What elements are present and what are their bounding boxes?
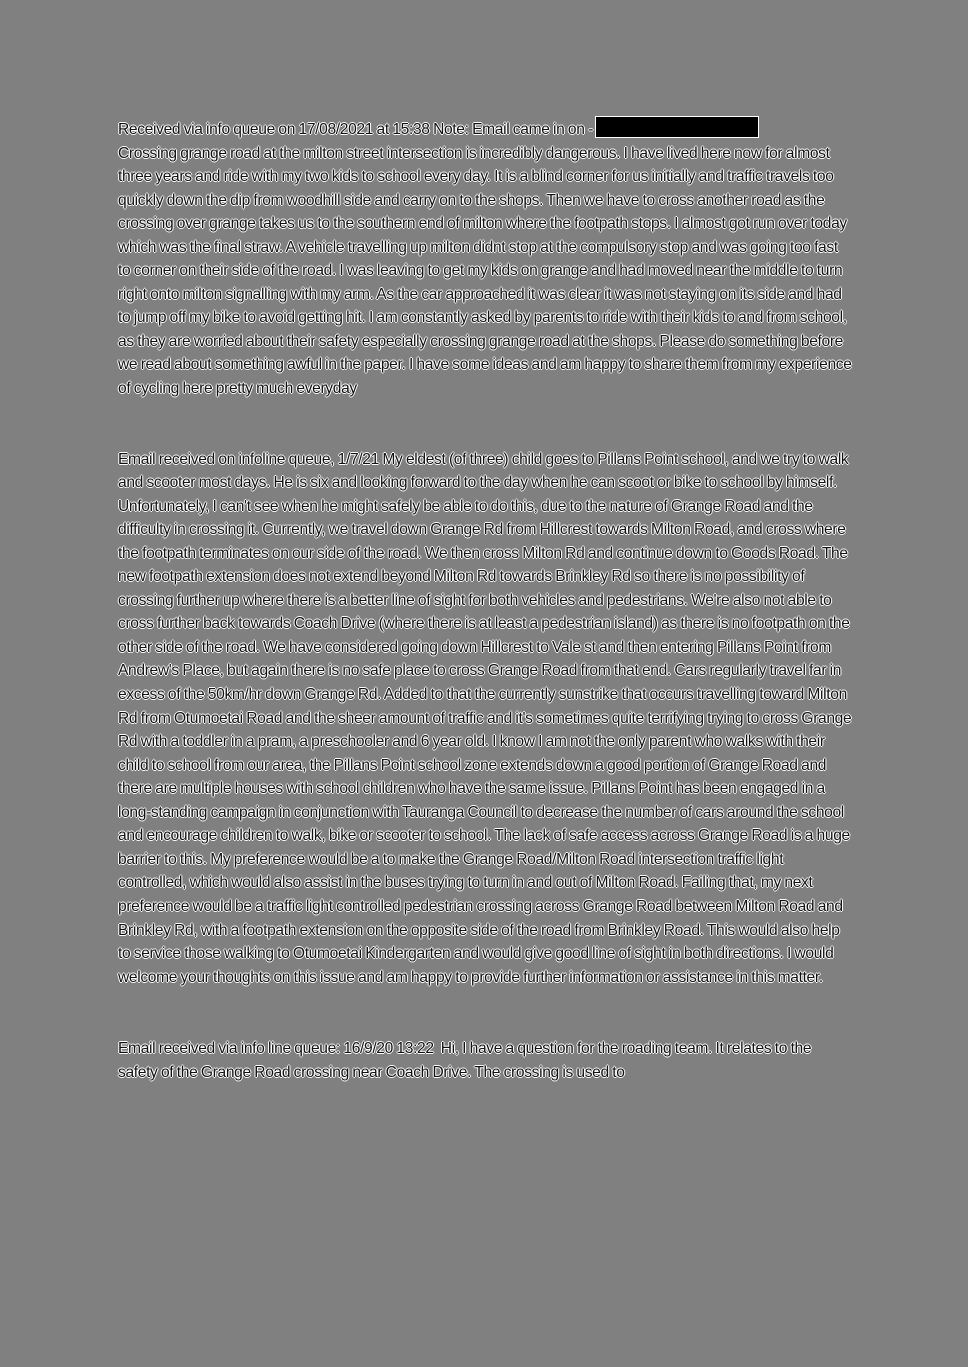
entry-header: Email received on infoline queue, 1/7/21 bbox=[118, 450, 379, 468]
entry-body: My eldest (of three) child goes to Pillans Point school, and we try to walk and scooter most days. He is six and looking forward to the day when he can scoot or bike to school by himself. Unfortunately, I can't see when he might safely be able to do this, due to the nature of Grange Road and the difficulty in crossing it. Currently, we travel down Grange Rd from Hillcrest towards Milton Road, and cross where the footpath terminates on our side of the road. We then cross Milton Rd and continue down to Goods Road. The new footpath extension does not extend beyond Milton Rd towards Brinkley Rd so there is no possibility of crossing further up where there is a better line of sight for both vehicles and pedestrians. We're also not able to cross further back towards Coach Drive (where there is at least a pedestrian island) as there is no footpath on the other side of the road. We have considered going down Hillcrest to Vale st and then entering Pillans Point from Andrew's Place, but again there is no safe place to cross Grange Road from that end. Cars regularly travel far in excess of the 50km/hr down Grange Rd. Added to that the currently sunstrike that occurs travelling toward Milton Rd from Otumoetai Road and the sheer amount of traffic and it's sometimes quite terrifying trying to cross Grange Rd with a toddler in a pram, a preschooler and 6 year old. I know I am not the only parent who walks with their child to school from our area, the Pillans Point school zone extends down a good portion of Grange Road and there are multiple houses with school children who have the same issue. Pillans Point has been engaged in a long-standing campaign in conjunction with Tauranga Council to decrease the number of cars around the school and encourage children to walk, bike or scooter to school. The lack of safe access across Grange Road is a huge barrier to this. My preference would be a to make the Grange Road/Milton Road intersection traffic light controlled, which would also assist in the buses trying to turn in and out of Milton Road. Failing that, my next preference would be a traffic light controlled pedestrian crossing across Grange Road between Milton Road and Brinkley Rd, with a footpath extension on the opposite side of the road from Brinkley Road. This would also help to service those walking to Otumoetai Kindergarten and would give good line of sight in both directions. I would welcome your thoughts on this issue and am happy to provide further information or assistance in this matter. bbox=[118, 450, 852, 986]
submission-entry-3 bbox=[118, 1037, 853, 1084]
submission-entry-1 bbox=[118, 116, 853, 401]
document-page bbox=[118, 116, 853, 1084]
entry-body: Hi, I have a question for the roading team. It relates to the safety of the Grange Road crossing near Coach Drive. The crossing is used to bbox=[118, 1040, 812, 1081]
entry-header: Email received via info line queue: 16/9/20 13:22 bbox=[118, 1040, 434, 1058]
entry-body: Crossing grange road at the milton street intersection is incredibly dangerous. I have lived here now for almost three years and ride with my two kids to school every day. It is a blind corner for us initially and traffic travels too quickly down the dip from woodhill side and carry on to the shops. Then we have to cross another road as the crossing over grange takes us to the southern end of milton where the footpath stops. I almost got run over today which was the final straw. A vehicle travelling up milton didnt stop at the compulsory stop and was going too fast to corner on their side of the road. I was leaving to get my kids on grange and had moved near the middle to turn right onto milton signalling with my arm. As the car approached it was clear it was not staying on its side and had to jump off my bike to avoid getting hit. I am constantly asked by parents to ride with their kids to and from school, as they are worried about their safety especially crossing grange road at the shops. Please do something before we read about something awful in the paper. I have some ideas and am happy to share them from my experience of cycling here pretty much everyday bbox=[118, 144, 852, 398]
submission-entry-2 bbox=[118, 448, 853, 990]
entry-header: Received via info queue on 17/08/2021 at 15:38 Note: Email came in on - bbox=[118, 121, 593, 138]
redacted-block bbox=[595, 116, 759, 138]
